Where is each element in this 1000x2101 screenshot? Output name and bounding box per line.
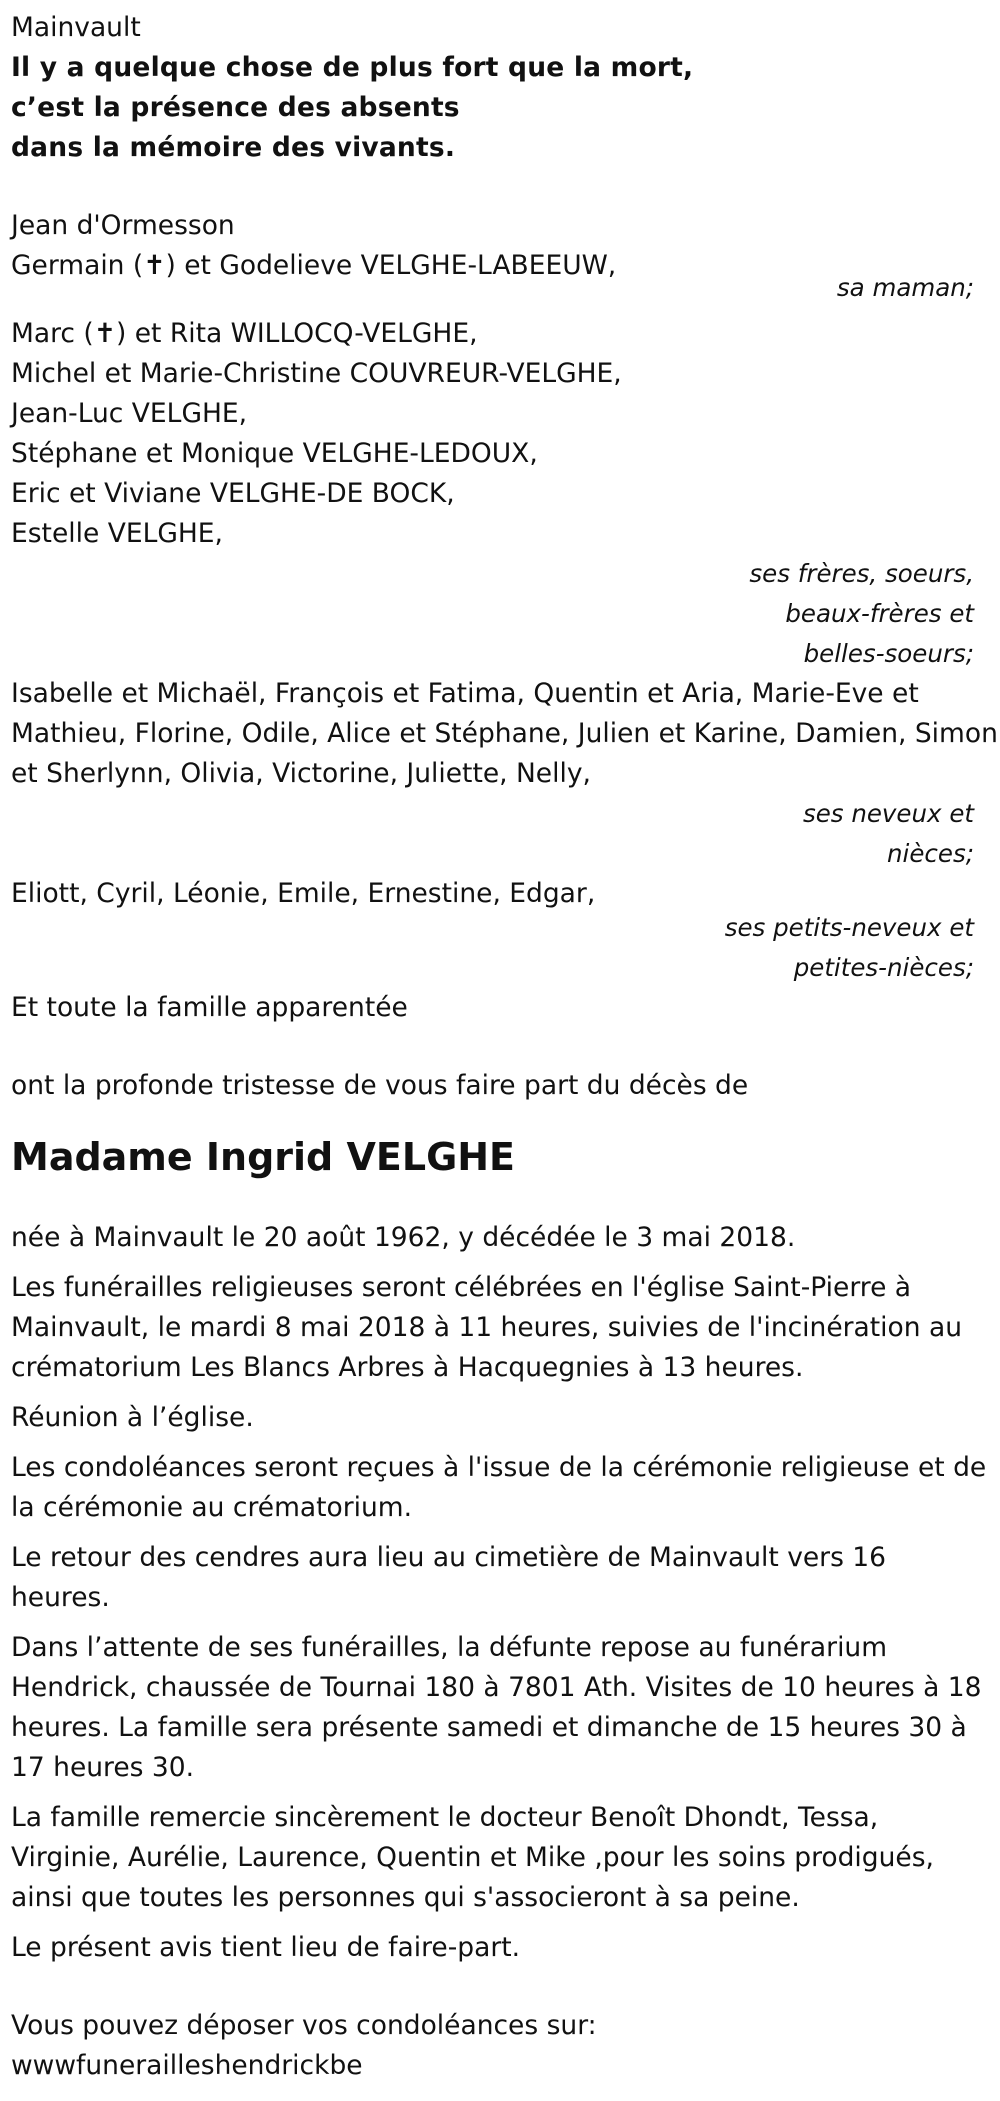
birth-death: née à Mainvault le 20 août 1962, y décédée le 3 mai 2018. bbox=[11, 1222, 796, 1253]
nephews-line-3: et Sherlynn, Olivia, Victorine, Juliette, Nelly, bbox=[11, 758, 591, 789]
sibling-4: Stéphane et Monique VELGHE-LEDOUX, bbox=[11, 438, 538, 469]
ashes-line-2: heures. bbox=[11, 1582, 110, 1613]
grandnephews-role-1: ses petits-neveux et bbox=[724, 913, 974, 942]
website-link[interactable]: wwwfunerailleshendrickbe bbox=[11, 2050, 363, 2081]
condolences-line-2: la cérémonie au crématorium. bbox=[11, 1492, 413, 1523]
sibling-1: Marc (✝) et Rita WILLOCQ-VELGHE, bbox=[11, 318, 478, 349]
quote-line-3: dans la mémoire des vivants. bbox=[11, 132, 456, 163]
extended-family: Et toute la famille apparentée bbox=[11, 992, 408, 1023]
visits-line-3: heures. La famille sera présente samedi et dimanche de 15 heures 30 à bbox=[11, 1712, 967, 1743]
parents-line: Germain (✝) et Godelieve VELGHE-LABEEUW, bbox=[11, 250, 617, 281]
quote-author: Jean d'Ormesson bbox=[11, 210, 235, 241]
siblings-role-1: ses frères, soeurs, bbox=[749, 559, 974, 588]
ashes-line-1: Le retour des cendres aura lieu au cimetière de Mainvault vers 16 bbox=[11, 1542, 887, 1573]
visits-line-4: 17 heures 30. bbox=[11, 1752, 195, 1783]
sibling-3: Jean-Luc VELGHE, bbox=[11, 398, 248, 429]
quote-line-1: Il y a quelque chose de plus fort que la mort, bbox=[11, 52, 694, 83]
nephews-role-1: ses neveux et bbox=[802, 799, 974, 828]
thanks-line-1: La famille remercie sincèrement le docteur Benoît Dhondt, Tessa, bbox=[11, 1802, 879, 1833]
nephews-role-2: nièces; bbox=[887, 839, 974, 868]
grandnephews-line: Eliott, Cyril, Léonie, Emile, Ernestine, Edgar, bbox=[11, 878, 596, 909]
deceased-name: Madame Ingrid VELGHE bbox=[11, 1135, 516, 1179]
online-condolences-label: Vous pouvez déposer vos condoléances sur: bbox=[11, 2010, 597, 2041]
siblings-role-3: belles-soeurs; bbox=[803, 639, 974, 668]
thanks-line-2: Virginie, Aurélie, Laurence, Quentin et Mike ,pour les soins prodigués, bbox=[11, 1842, 934, 1873]
siblings-role-2: beaux-frères et bbox=[785, 599, 974, 628]
obituary-column bbox=[11, 8, 998, 2086]
funeral-line-1: Les funérailles religieuses seront célébrées en l'église Saint-Pierre à bbox=[11, 1272, 912, 1303]
sibling-6: Estelle VELGHE, bbox=[11, 518, 223, 549]
visits-line-1: Dans l’attente de ses funérailles, la défunte repose au funérarium bbox=[11, 1632, 888, 1663]
thanks-line-3: ainsi que toutes les personnes qui s'associeront à sa peine. bbox=[11, 1882, 800, 1913]
location: Mainvault bbox=[11, 12, 141, 43]
sibling-2: Michel et Marie-Christine COUVREUR-VELGHE, bbox=[11, 358, 622, 389]
sibling-5: Eric et Viviane VELGHE-DE BOCK, bbox=[11, 478, 455, 509]
notice: Le présent avis tient lieu de faire-part. bbox=[11, 1932, 521, 1963]
grandnephews-role-2: petites-nièces; bbox=[793, 953, 974, 982]
quote-line-2: c’est la présence des absents bbox=[11, 92, 460, 123]
meeting: Réunion à l’église. bbox=[11, 1402, 254, 1433]
visits-line-2: Hendrick, chaussée de Tournai 180 à 7801 Ath. Visites de 10 heures à 18 bbox=[11, 1672, 982, 1703]
parents-role: sa maman; bbox=[836, 273, 974, 302]
condolences-line-1: Les condoléances seront reçues à l'issue de la cérémonie religieuse et de bbox=[11, 1452, 987, 1483]
funeral-line-2: Mainvault, le mardi 8 mai 2018 à 11 heures, suivies de l'incinération au bbox=[11, 1312, 962, 1343]
announcement-intro: ont la profonde tristesse de vous faire part du décès de bbox=[11, 1070, 749, 1101]
nephews-line-2: Mathieu, Florine, Odile, Alice et Stéphane, Julien et Karine, Damien, Simon bbox=[11, 718, 998, 749]
nephews-line-1: Isabelle et Michaël, François et Fatima, Quentin et Aria, Marie-Eve et bbox=[11, 678, 919, 709]
funeral-line-3: crématorium Les Blancs Arbres à Hacquegnies à 13 heures. bbox=[11, 1352, 804, 1383]
